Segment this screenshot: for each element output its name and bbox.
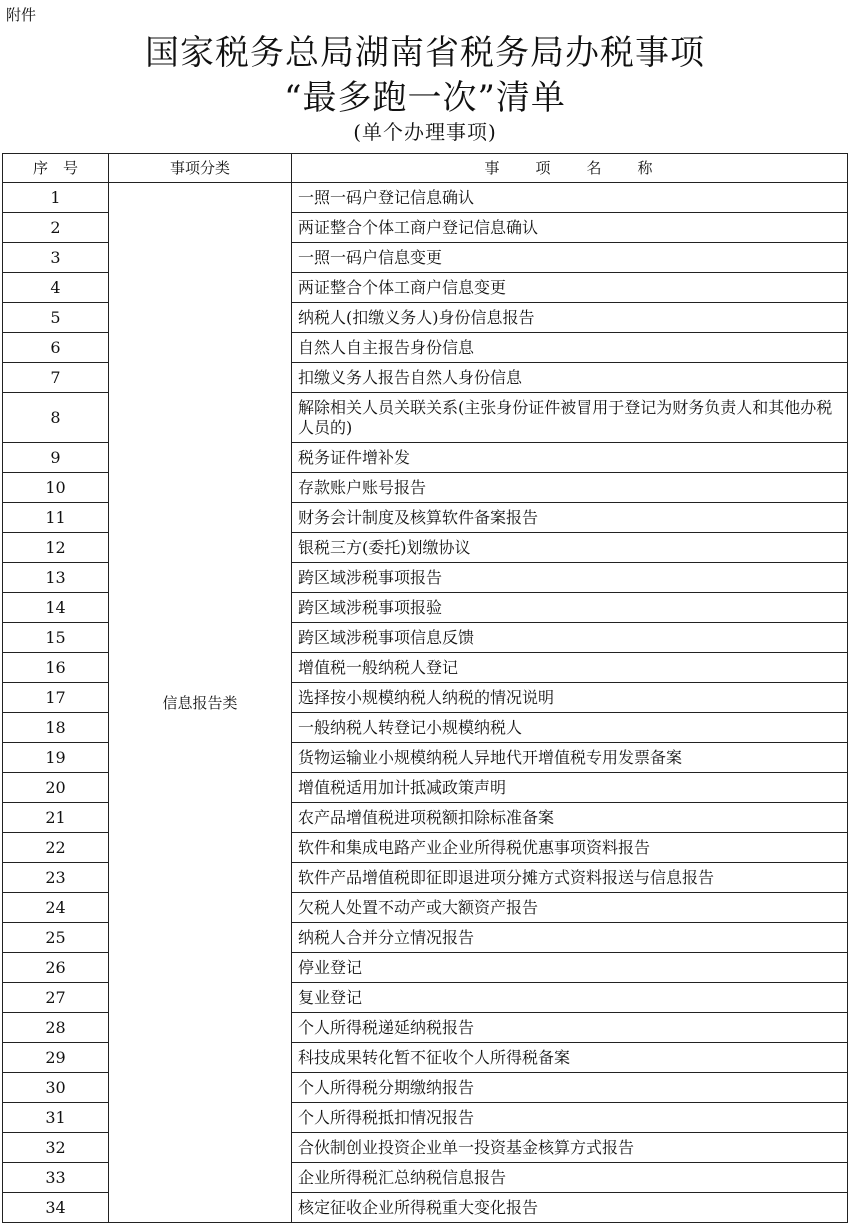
- row-number: 23: [3, 863, 109, 893]
- row-number: 8: [3, 393, 109, 443]
- row-number: 16: [3, 653, 109, 683]
- row-number: 7: [3, 363, 109, 393]
- item-name: 一般纳税人转登记小规模纳税人: [292, 713, 848, 743]
- row-number: 25: [3, 923, 109, 953]
- item-name: 货物运输业小规模纳税人异地代开增值税专用发票备案: [292, 743, 848, 773]
- item-name: 农产品增值税进项税额扣除标准备案: [292, 803, 848, 833]
- row-number: 18: [3, 713, 109, 743]
- row-number: 24: [3, 893, 109, 923]
- row-number: 30: [3, 1073, 109, 1103]
- item-name: 财务会计制度及核算软件备案报告: [292, 503, 848, 533]
- item-name: 软件产品增值税即征即退进项分摊方式资料报送与信息报告: [292, 863, 848, 893]
- item-name: 纳税人(扣缴义务人)身份信息报告: [292, 303, 848, 333]
- item-name: 个人所得税分期缴纳报告: [292, 1073, 848, 1103]
- row-number: 6: [3, 333, 109, 363]
- item-name: 纳税人合并分立情况报告: [292, 923, 848, 953]
- page-title-line2: “最多跑一次”清单: [284, 78, 566, 118]
- item-name: 增值税适用加计抵减政策声明: [292, 773, 848, 803]
- item-name: 增值税一般纳税人登记: [292, 653, 848, 683]
- column-header-category: 事项分类: [109, 154, 292, 183]
- category-cell: 信息报告类: [109, 183, 292, 1223]
- row-number: 21: [3, 803, 109, 833]
- row-number: 27: [3, 983, 109, 1013]
- item-name: 个人所得税递延纳税报告: [292, 1013, 848, 1043]
- row-number: 33: [3, 1163, 109, 1193]
- item-name: 企业所得税汇总纳税信息报告: [292, 1163, 848, 1193]
- row-number: 10: [3, 473, 109, 503]
- row-number: 12: [3, 533, 109, 563]
- item-name: 税务证件增补发: [292, 443, 848, 473]
- row-number: 15: [3, 623, 109, 653]
- column-header-item-name: 事 项 名 称: [292, 154, 848, 183]
- item-name: 选择按小规模纳税人纳税的情况说明: [292, 683, 848, 713]
- item-name: 银税三方(委托)划缴协议: [292, 533, 848, 563]
- column-header-number: 序 号: [3, 154, 109, 183]
- page-subtitle: (单个办理事项): [353, 120, 497, 144]
- row-number: 3: [3, 243, 109, 273]
- row-number: 14: [3, 593, 109, 623]
- row-number: 26: [3, 953, 109, 983]
- item-name: 解除相关人员关联关系(主张身份证件被冒用于登记为财务负责人和其他办税人员的): [292, 393, 848, 443]
- item-name: 软件和集成电路产业企业所得税优惠事项资料报告: [292, 833, 848, 863]
- row-number: 13: [3, 563, 109, 593]
- row-number: 29: [3, 1043, 109, 1073]
- item-name: 两证整合个体工商户登记信息确认: [292, 213, 848, 243]
- row-number: 11: [3, 503, 109, 533]
- row-number: 32: [3, 1133, 109, 1163]
- item-name: 两证整合个体工商户信息变更: [292, 273, 848, 303]
- row-number: 4: [3, 273, 109, 303]
- row-number: 9: [3, 443, 109, 473]
- item-name: 一照一码户登记信息确认: [292, 183, 848, 213]
- item-name: 复业登记: [292, 983, 848, 1013]
- item-name: 跨区域涉税事项信息反馈: [292, 623, 848, 653]
- item-name: 存款账户账号报告: [292, 473, 848, 503]
- row-number: 5: [3, 303, 109, 333]
- item-name: 合伙制创业投资企业单一投资基金核算方式报告: [292, 1133, 848, 1163]
- row-number: 22: [3, 833, 109, 863]
- item-name: 停业登记: [292, 953, 848, 983]
- row-number: 34: [3, 1193, 109, 1223]
- table-header-row: [3, 154, 848, 183]
- items-table: [2, 153, 848, 1223]
- row-number: 28: [3, 1013, 109, 1043]
- row-number: 19: [3, 743, 109, 773]
- item-name: 扣缴义务人报告自然人身份信息: [292, 363, 848, 393]
- item-name: 核定征收企业所得税重大变化报告: [292, 1193, 848, 1223]
- item-name: 跨区域涉税事项报验: [292, 593, 848, 623]
- item-name: 科技成果转化暂不征收个人所得税备案: [292, 1043, 848, 1073]
- table-body: [3, 183, 848, 1223]
- row-number: 31: [3, 1103, 109, 1133]
- table-row: [3, 183, 848, 213]
- row-number: 17: [3, 683, 109, 713]
- item-name: 自然人自主报告身份信息: [292, 333, 848, 363]
- item-name: 跨区域涉税事项报告: [292, 563, 848, 593]
- row-number: 2: [3, 213, 109, 243]
- item-name: 个人所得税抵扣情况报告: [292, 1103, 848, 1133]
- item-name: 一照一码户信息变更: [292, 243, 848, 273]
- row-number: 20: [3, 773, 109, 803]
- row-number: 1: [3, 183, 109, 213]
- page-title-line1: 国家税务总局湖南省税务局办税事项: [145, 33, 705, 73]
- attachment-label: 附件: [6, 6, 37, 24]
- item-name: 欠税人处置不动产或大额资产报告: [292, 893, 848, 923]
